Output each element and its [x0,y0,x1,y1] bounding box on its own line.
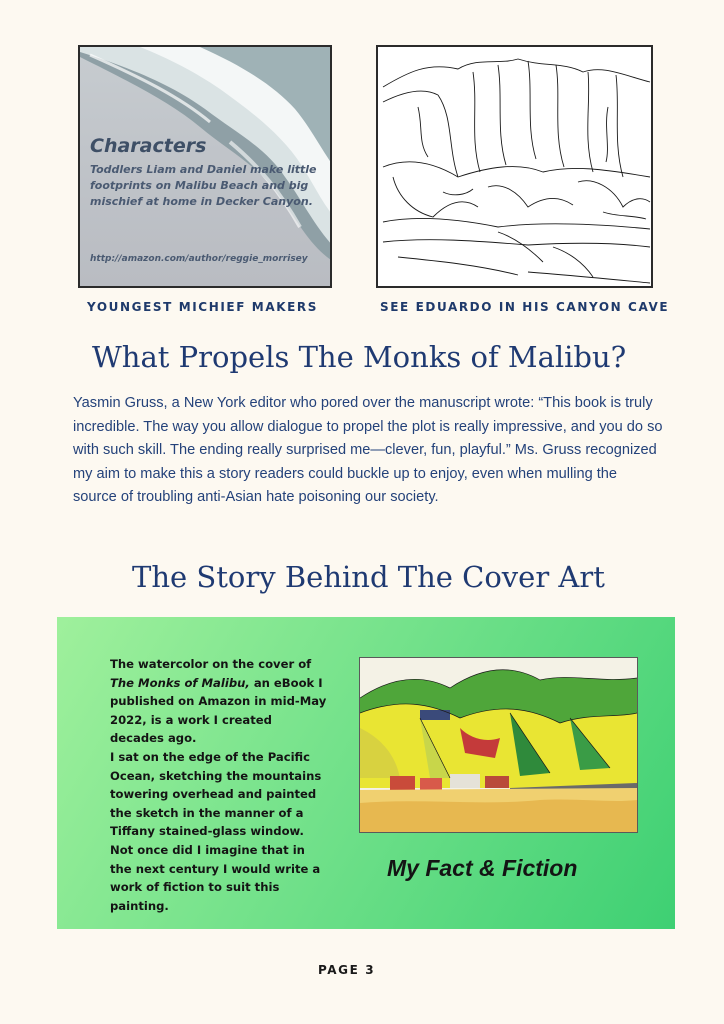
characters-title: Characters [90,135,207,157]
cover-art-story: I sat on the edge of the Pacific Ocean, sketching the mountains towering overhead and painted the sketch in the manner of a Tiffany stained-glass window. Not once did I imagine that in the next century I would write a work of fiction to suit this painting. [110,749,322,913]
painting-caption: My Fact & Fiction [387,855,578,881]
page-number: PAGE 3 [318,963,376,977]
watercolor-painting [359,657,638,833]
canyon-sketch [376,45,653,288]
beach-photo [78,45,332,288]
section-heading-cover-art: The Story Behind The Cover Art [132,560,605,594]
section-heading-propels: What Propels The Monks of Malibu? [92,340,627,374]
editor-quote-paragraph: Yasmin Gruss, a New York editor who pored over the manuscript wrote: “This book is truly incredible. The way you allow dialogue to propel the plot is really impressive, and you do so with such skill. The ending really surprised me—clever, fun, playful.” Ms. Gruss recognized my aim to make this a story readers could buckle up to enjoy, even when mulling the source of troubling anti-Asian hate poisoning our society. [73,395,663,505]
book-title: The Monks of Malibu, [110,675,250,690]
caption-youngest: YOUNGEST MICHIEF MAKERS [87,300,319,314]
cover-art-panel [57,617,675,929]
characters-description: Toddlers Liam and Daniel make little footprints on Malibu Beach and big mischief at home in Decker Canyon. [90,163,317,208]
caption-canyon-cave: SEE EDUARDO IN HIS CANYON CAVE [380,300,670,314]
cover-art-description: The watercolor on the cover of The Monks of Malibu, an eBook I published on Amazon in mid-May 2022, is a work I created decades ago. I sat on the edge of the Pacific Ocean, sketching the mountains towering overhead and painted the sketch in the manner of a Tiffany stained-glass window. Not once did I imagine that in the next century I would write a work of fiction to suit this painting. [110,657,327,913]
author-link[interactable]: http://amazon.com/author/reggie_morrisey [90,254,308,264]
